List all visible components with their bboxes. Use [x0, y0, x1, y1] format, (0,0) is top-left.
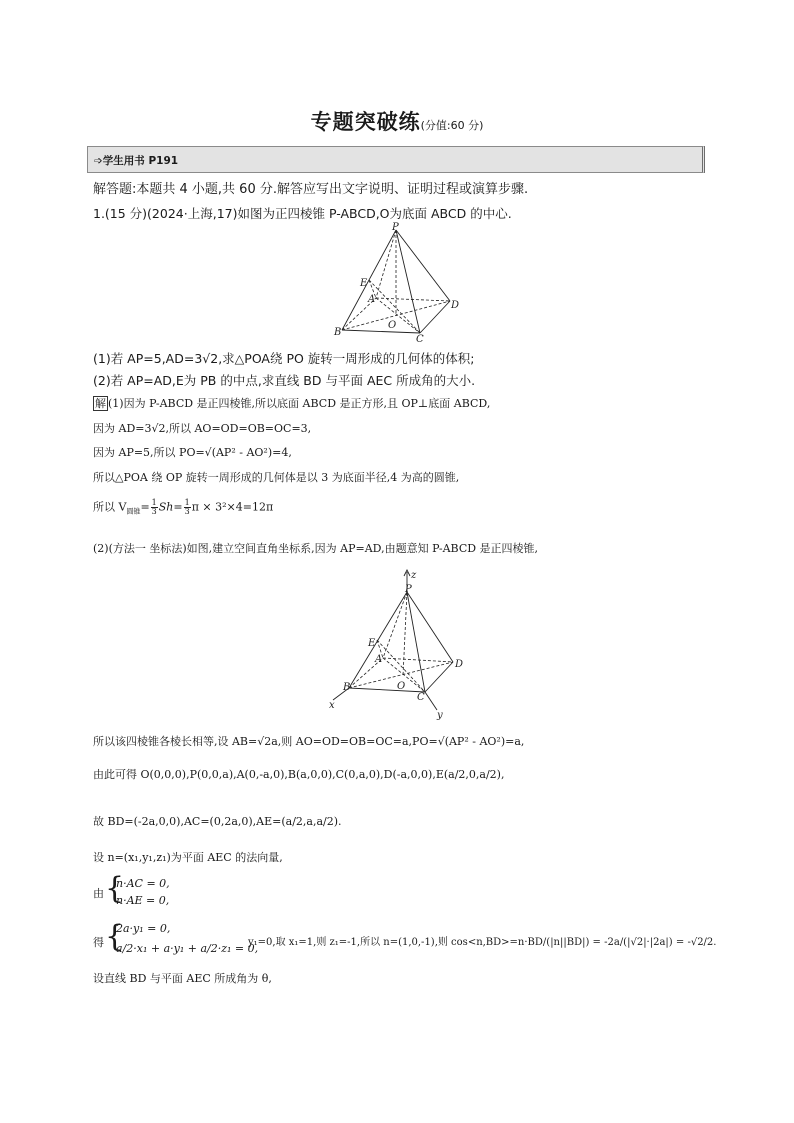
q1-part1: (1)若 AP=5,AD=3√2,求△POA绕 PO 旋转一周形成的几何体的体积;: [93, 351, 475, 366]
fig2-label-c: C: [417, 692, 425, 703]
solution-tag: 解: [95, 397, 106, 410]
fig1-label-c: C: [416, 334, 424, 342]
fig1-label-p: P: [392, 222, 399, 233]
solution-line-7: 所以该四棱锥各棱长相等,设 AB=√2a,则 AO=OD=OB=OC=a,PO=√(AP² - AO²)=a,: [93, 735, 525, 748]
system-1-eq-a: n·AC = 0,: [116, 877, 170, 890]
solution-line-8: 由此可得 O(0,0,0),P(0,0,a),A(0,-a,0),B(a,0,0),C(0,a,0),D(-a,0,0),E(a/2,0,a/2),: [93, 768, 505, 781]
l5-sub: 圆锥: [126, 507, 141, 516]
title-text: 专题突破练: [310, 110, 421, 134]
fig2-label-z: z: [411, 570, 417, 581]
score-text: (分值:60 分): [420, 119, 484, 132]
solution-line-9: 故 BD=(-2a,0,0),AC=(0,2a,0),AE=(a/2,a,a/2).: [93, 815, 342, 828]
frac-one-third-b: [184, 499, 191, 516]
l5-end: π × 3²×4=12π: [191, 500, 274, 514]
system-2-eq-a: 2a·y₁ = 0,: [116, 922, 171, 935]
solution-line-2: 因为 AD=3√2,所以 AO=OD=OB=OC=3,: [93, 422, 312, 435]
pyramid-figure-2-coordinates: [325, 566, 475, 724]
q1-stem: 1.(15 分)(2024·上海,17)如图为正四棱锥 P-ABCD,O为底面 ABCD 的中心.: [93, 206, 512, 221]
fig2-label-a: A: [375, 654, 383, 665]
fig1-label-e: E: [360, 278, 368, 289]
system-2-eq-b: a/2·x₁ + a·y₁ + a/2·z₁ = 0,: [116, 942, 259, 955]
q1-part2: (2)若 AP=AD,E为 PB 的中点,求直线 BD 与平面 AEC 所成角的大小.: [93, 373, 476, 388]
fig1-label-d: D: [451, 300, 460, 311]
frac2-den: 3: [184, 507, 190, 516]
page-title: [0, 106, 794, 136]
solution-line-4: 所以△POA 绕 OP 旋转一周形成的几何体是以 3 为底面半径,4 为高的圆锥,: [93, 471, 460, 484]
fig2-label-b: B: [343, 682, 351, 693]
solution-line-3: 因为 AP=5,所以 PO=√(AP² - AO²)=4,: [93, 446, 292, 459]
l5-eq: =: [140, 500, 150, 514]
reference-bar: [87, 146, 705, 173]
fig1-label-a: A: [368, 294, 376, 305]
frac-one-third-a: [151, 499, 158, 516]
solution-l1-text: (1)因为 P-ABCD 是正四棱锥,所以底面 ABCD 是正方形,且 OP⊥底面 ABCD,: [108, 397, 491, 410]
system-2-prefix: 得: [93, 936, 104, 949]
fig2-label-d: D: [455, 659, 464, 670]
system-1-eq-b: n·AE = 0,: [116, 894, 170, 907]
fig2-label-p: P: [405, 584, 412, 595]
brace-1: {: [105, 871, 125, 906]
solution-line-13: 设直线 BD 与平面 AEC 所成角为 θ,: [93, 972, 272, 985]
solution-line-10: 设 n=(x₁,y₁,z₁)为平面 AEC 的法向量,: [93, 851, 283, 864]
solution-line-5: [93, 499, 273, 516]
system-1-prefix: 由: [93, 887, 104, 900]
fig1-label-o: O: [388, 320, 397, 331]
fig2-label-y: y: [437, 710, 443, 721]
fig2-label-e: E: [368, 638, 376, 649]
l5-mid: Sh=: [158, 500, 183, 514]
intro-text: 解答题:本题共 4 小题,共 60 分.解答应写出文字说明、证明过程或演算步骤.: [93, 182, 529, 197]
pyramid-figure-1: [330, 222, 470, 342]
fig2-label-o: O: [397, 681, 406, 692]
brace-2: {: [105, 919, 125, 954]
l5-prefix: 所以 V: [93, 500, 127, 514]
frac1-num: 1: [151, 498, 157, 507]
reference-label: ➩学生用书 P191: [94, 155, 179, 167]
frac2-num: 1: [184, 498, 190, 507]
solution-line-1: [93, 397, 490, 410]
solution-line-6: (2)(方法一 坐标法)如图,建立空间直角坐标系,因为 AP=AD,由题意知 P-ABCD 是正四棱锥,: [93, 542, 539, 555]
system-2-tail: y₁=0,取 x₁=1,则 z₁=-1,所以 n=(1,0,-1),则 cos<n,BD>=n·BD/(|n||BD|) = -2a/(|√2|·|2a|) = -√2/2.: [248, 937, 717, 948]
fig1-label-b: B: [334, 327, 342, 338]
frac1-den: 3: [151, 507, 157, 516]
fig2-label-x: x: [329, 700, 335, 711]
